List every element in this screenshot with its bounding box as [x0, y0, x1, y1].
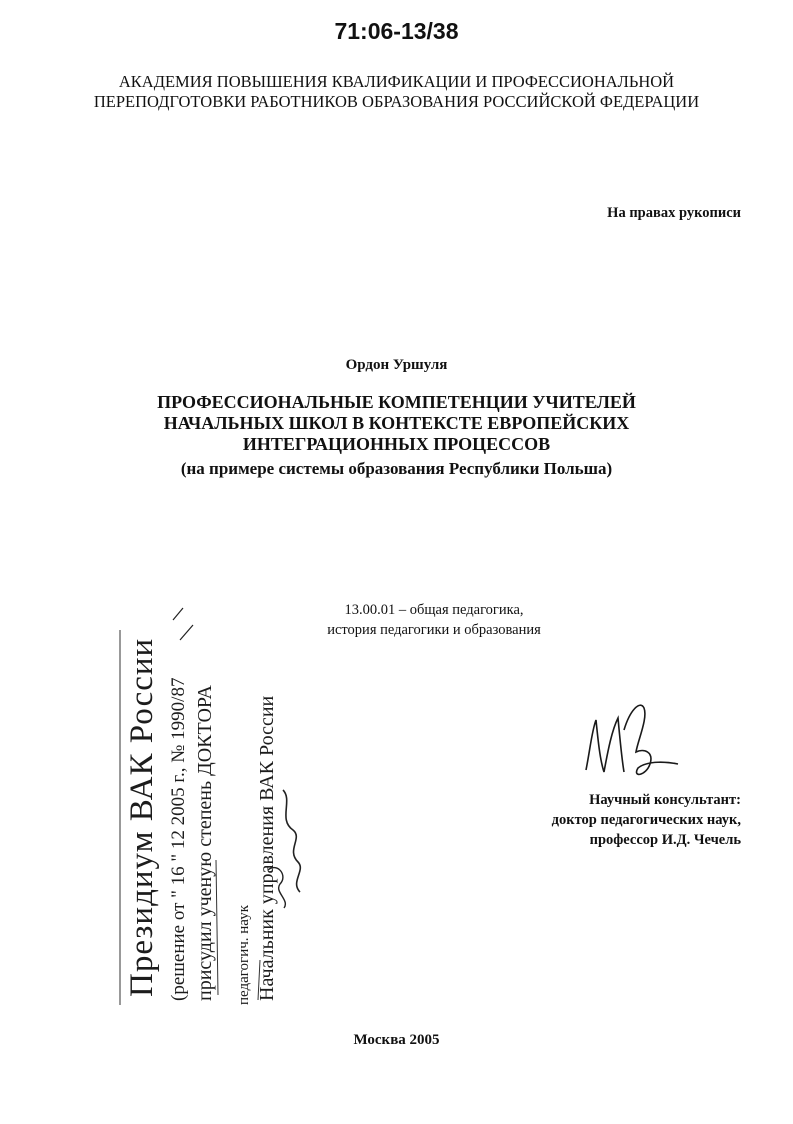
call-number: 71:06-13/38 — [334, 18, 459, 44]
vak-stamp — [118, 600, 308, 1005]
author-name: Ордон Уршуля — [345, 357, 448, 373]
consultant-label: Научный консультант: — [589, 792, 741, 808]
specialty-line-1: 13.00.01 – общая педагогика, — [344, 602, 524, 618]
stamp-line-5: Начальник управления ВАК России — [256, 695, 278, 1001]
stamp-line-3: присудил ученую степень ДОКТОРА — [194, 685, 216, 1001]
stamp-line-1: Президиум ВАК России — [124, 637, 160, 997]
institution-heading — [0, 72, 793, 112]
manuscript-note: На правах рукописи — [607, 205, 741, 221]
consultant-name: профессор И.Д. Чечель — [589, 832, 741, 848]
vak-stamp-text — [118, 600, 308, 1005]
institution-line-2: ПЕРЕПОДГОТОВКИ РАБОТНИКОВ ОБРАЗОВАНИЯ РОССИЙСКОЙ ФЕДЕРАЦИИ — [93, 92, 700, 111]
consultant-signature — [578, 690, 688, 790]
consultant-degree: доктор педагогических наук, — [551, 812, 741, 828]
thesis-title — [0, 392, 793, 455]
city-year: Москва 2005 — [353, 1032, 440, 1048]
stamp-line-2: (решение от " 16 " 12 2005 г., № 1990/87 — [168, 677, 189, 1001]
thesis-subtitle: (на примере системы образования Республики Польша) — [180, 459, 613, 478]
specialty-line-2: история педагогики и образования — [327, 622, 541, 638]
title-line-1: ПРОФЕССИОНАЛЬНЫЕ КОМПЕТЕНЦИИ УЧИТЕЛЕЙ — [157, 392, 636, 412]
institution-line-1: АКАДЕМИЯ ПОВЫШЕНИЯ КВАЛИФИКАЦИИ И ПРОФЕССИОНАЛЬНОЙ — [118, 72, 675, 91]
stamp-line-4: педагогич. наук — [236, 905, 252, 1005]
title-line-3: ИНТЕГРАЦИОННЫХ ПРОЦЕССОВ — [242, 434, 551, 454]
consultant-block — [552, 790, 741, 850]
specialty-code — [304, 600, 564, 640]
title-line-2: НАЧАЛЬНЫХ ШКОЛ В КОНТЕКСТЕ ЕВРОПЕЙСКИХ — [163, 413, 630, 433]
